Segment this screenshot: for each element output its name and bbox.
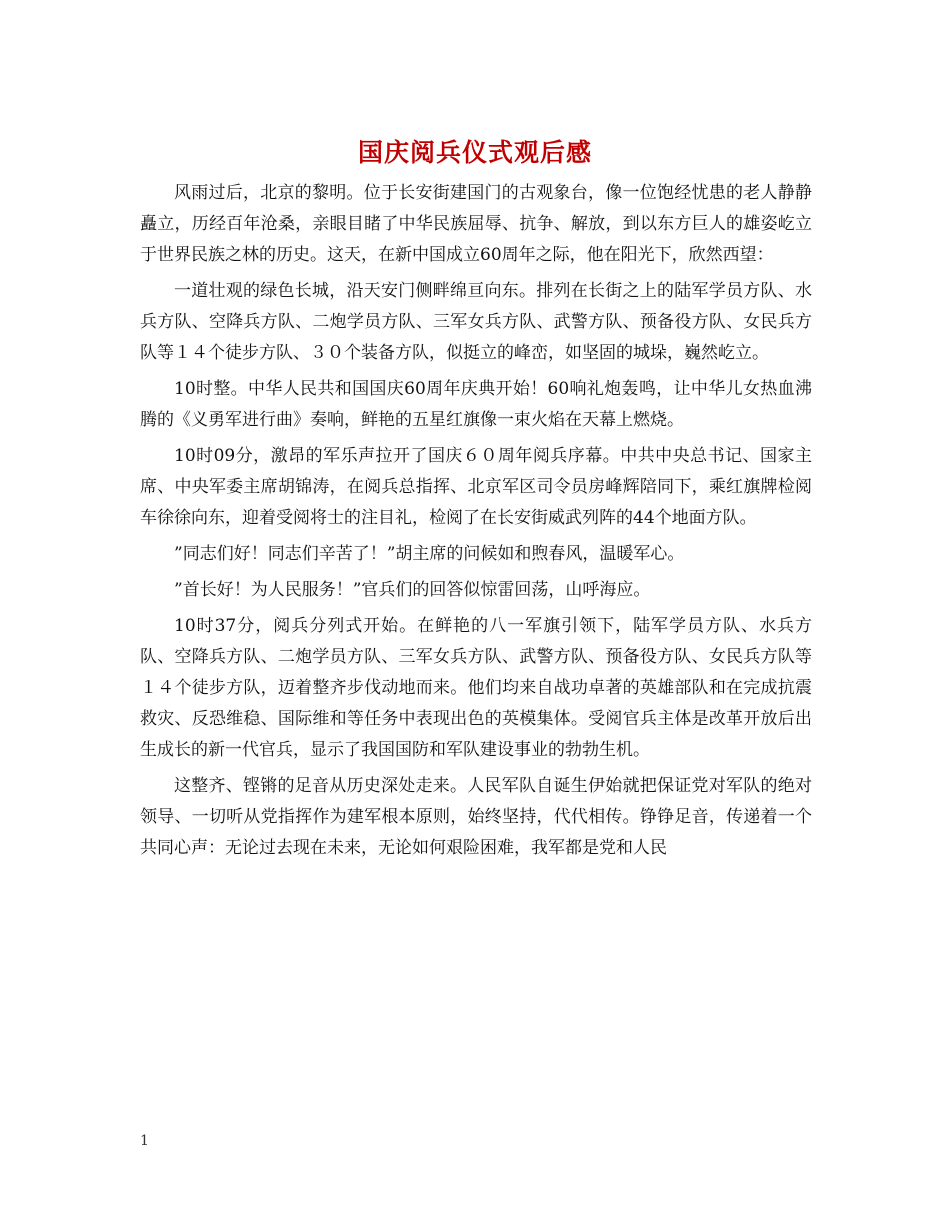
paragraph: 10时09分，激昂的军乐声拉开了国庆６０周年阅兵序幕。中共中央总书记、国家主席、中央军委主席胡锦涛，在阅兵总指挥、北京军区司令员房峰辉陪同下，乘红旗牌检阅车徐徐向东，迎着受阅将士的注目礼，检阅了在长安街威武列阵的44个地面方队。	[140, 446, 812, 528]
paragraph: ”同志们好！同志们辛苦了！”胡主席的问候如和煦春风，温暖军心。	[174, 544, 685, 564]
page-number: 1	[140, 1133, 149, 1149]
paragraph: 10时整。中华人民共和国国庆60周年庆典开始！60响礼炮轰鸣，让中华儿女热血沸腾的《义勇军进行曲》奏响，鲜艳的五星红旗像一束火焰在天幕上燃烧。	[140, 379, 812, 430]
paragraph: ”首长好！为人民服务！”官兵们的回答似惊雷回荡，山呼海应。	[174, 580, 651, 600]
paragraph: 一道壮观的绿色长城，沿天安门侧畔绵亘向东。排列在长街之上的陆军学员方队、水兵方队、空降兵方队、二炮学员方队、三军女兵方队、武警方队、预备役方队、女民兵方队等１４个徒步方队、３０个装备方队，似挺立的峰峦，如坚固的城垛，巍然屹立。	[140, 281, 812, 363]
paragraph: 10时37分，阅兵分列式开始。在鲜艳的八一军旗引领下，陆军学员方队、水兵方队、空降兵方队、二炮学员方队、三军女兵方队、武警方队、预备役方队、女民兵方队等１４个徒步方队，迈着整齐步伐动地而来。他们均来自战功卓著的英雄部队和在完成抗震救灾、反恐维稳、国际维和等任务中表现出色的英模集体。受阅官兵主体是改革开放后出生成长的新一代官兵，显示了我国国防和军队建设事业的勃勃生机。	[140, 616, 812, 760]
paragraph: 风雨过后，北京的黎明。位于长安街建国门的古观象台，像一位饱经忧患的老人静静矗立，历经百年沧桑，亲眼目睹了中华民族屈辱、抗争、解放，到以东方巨人的雄姿屹立于世界民族之林的历史。这天，在新中国成立60周年之际，他在阳光下，欣然西望：	[140, 183, 812, 265]
document-title: 国庆阅兵仪式观后感	[357, 138, 592, 167]
document-body	[140, 178, 812, 869]
paragraph: 这整齐、铿锵的足音从历史深处走来。人民军队自诞生伊始就把保证党对军队的绝对领导、一切听从党指挥作为建军根本原则，始终坚持，代代相传。铮铮足音，传递着一个共同心声：无论过去现在未来，无论如何艰险困难，我军都是党和人民	[140, 776, 812, 858]
